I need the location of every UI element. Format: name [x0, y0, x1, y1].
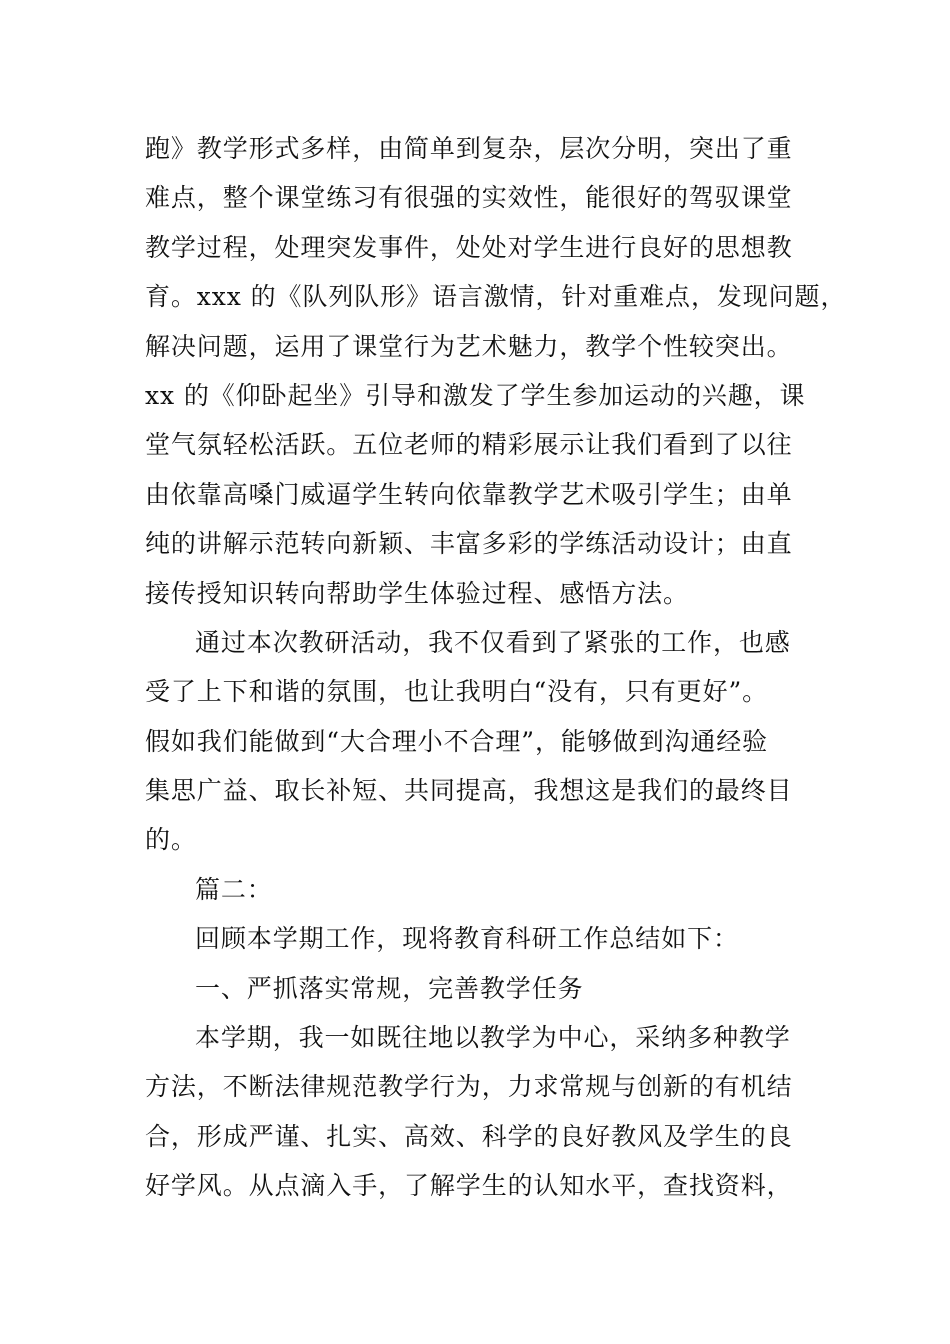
paragraph-first-line: 本学期，我一如既往地以教学为中心，采纳多种教学 — [195, 1023, 791, 1053]
text-line: 纯的讲解示范转向新颖、丰富多彩的学练活动设计；由直 — [145, 529, 793, 559]
text-line: 解决问题，运用了课堂行为艺术魅力，教学个性较突出。 — [145, 331, 793, 361]
text-line: 好学风。从点滴入手，了解学生的认知水平，查找资料， — [145, 1171, 793, 1201]
text-line: 育。xxx 的《队列队形》语言激情，针对重难点，发现问题， — [145, 282, 847, 312]
paragraph-first-line: 通过本次教研活动，我不仅看到了紧张的工作，也感 — [195, 627, 791, 657]
text-line: 难点，整个课堂练习有很强的实效性，能很好的驾驭课堂 — [145, 183, 793, 213]
text-line: 教学过程，处理突发事件，处处对学生进行良好的思想教 — [145, 232, 793, 262]
text-line: 跑》教学形式多样，由简单到复杂，层次分明，突出了重 — [145, 134, 793, 163]
text-line: 由依靠高嗓门威逼学生转向依靠教学艺术吸引学生；由单 — [145, 479, 793, 509]
subsection-heading: 一、严抓落实常规，完善教学任务 — [195, 973, 584, 1003]
paragraph-first-line: 回顾本学期工作，现将教育科研工作总结如下： — [195, 924, 739, 954]
text-line: 接传授知识转向帮助学生体验过程、感悟方法。 — [145, 578, 689, 608]
text-line: xx 的《仰卧起坐》引导和激发了学生参加运动的兴趣，课 — [145, 380, 806, 410]
text-line: 集思广益、取长补短、共同提高，我想这是我们的最终目 — [145, 776, 793, 806]
document-body — [145, 124, 847, 1211]
text-line: 方法，不断法律规范教学行为，力求常规与创新的有机结 — [145, 1072, 793, 1102]
text-line: 的。 — [145, 825, 197, 855]
text-line: 合，形成严谨、扎实、高效、科学的良好教风及学生的良 — [145, 1121, 793, 1151]
section-heading: 篇二： — [195, 874, 273, 904]
text-line: 堂气氛轻松活跃。五位老师的精彩展示让我们看到了以往 — [145, 430, 793, 460]
text-line: 假如我们能做到“大合理小不合理”，能够做到沟通经验 — [145, 726, 769, 756]
text-line: 受了上下和谐的氛围，也让我明白“没有，只有更好”。 — [145, 677, 769, 707]
